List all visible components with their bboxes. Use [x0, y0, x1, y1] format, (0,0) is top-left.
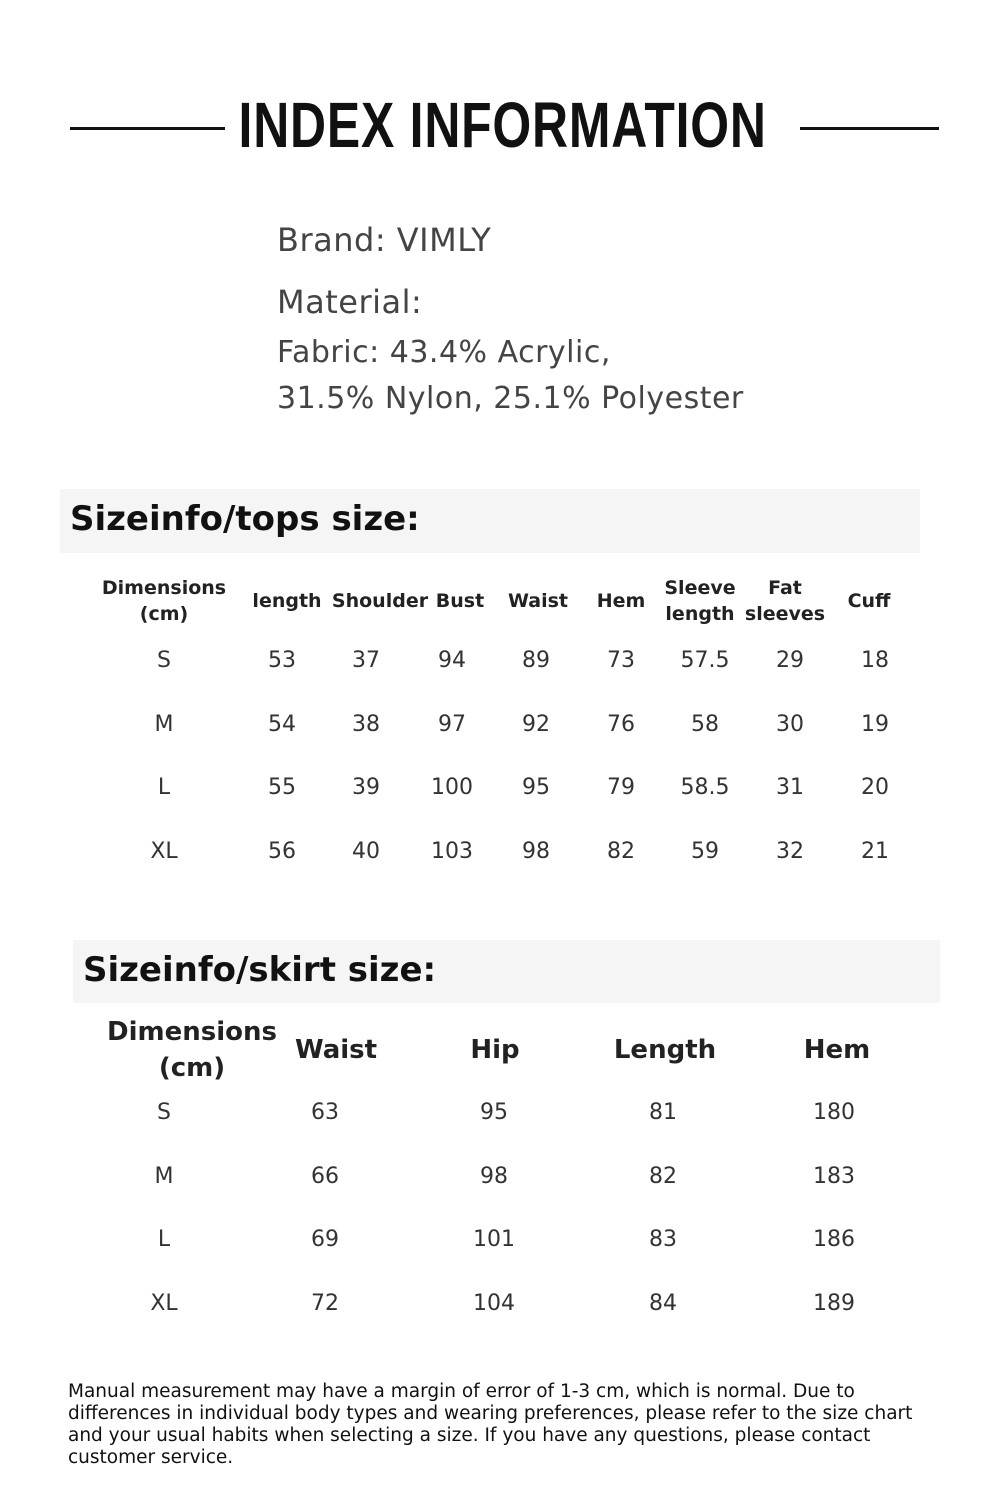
tops-column-header-line: length [665, 603, 735, 625]
skirt-column-header [295, 1032, 377, 1068]
skirt-table-cell: 69 [311, 1227, 339, 1252]
skirt-table-cell: 101 [473, 1227, 515, 1252]
tops-column-header [848, 588, 891, 614]
skirt-table-cell: 186 [813, 1227, 855, 1252]
skirt-column-header-line: Waist [294, 1035, 378, 1065]
skirt-size-heading: Sizeinfo/skirt size: [83, 950, 437, 990]
tops-table-cell: 95 [522, 775, 550, 800]
tops-table-cell: 20 [861, 775, 889, 800]
tops-column-header-line: Fat [768, 577, 802, 599]
skirt-table-cell: 95 [480, 1100, 508, 1125]
tops-table-cell: 38 [352, 711, 380, 737]
tops-table-cell: 29 [776, 648, 804, 673]
skirt-size-label: S [157, 1100, 171, 1125]
tops-column-header-line: Cuff [847, 590, 891, 612]
skirt-column-header-line: Length [613, 1035, 717, 1065]
tops-table-cell: 18 [861, 648, 889, 673]
tops-table-cell: 21 [861, 838, 889, 864]
tops-column-header-line: Hem [596, 590, 646, 612]
brand-text: Brand: VIMLY [277, 221, 492, 259]
tops-column-header-line: Dimensions [101, 577, 227, 599]
tops-size-label: M [154, 711, 174, 737]
skirt-table-cell: 98 [480, 1163, 508, 1189]
skirt-table-cell: 72 [311, 1290, 339, 1316]
tops-column-header [436, 588, 484, 614]
tops-table-cell: 82 [607, 838, 635, 864]
skirt-size-label: M [154, 1163, 174, 1189]
measurement-note: Manual measurement may have a margin of error of 1-3 cm, which is normal. Due to differences in individual body types and wearing preferences, please refer to the size chart and your usual habits when selecting a size. If you have any questions, please contact customer service. [68, 1381, 913, 1468]
skirt-column-header [470, 1032, 519, 1068]
tops-table-cell: 55 [268, 775, 296, 800]
tops-table-cell: 54 [268, 711, 296, 737]
tops-column-header [332, 588, 428, 614]
skirt-table-cell: 63 [311, 1100, 339, 1125]
tops-table-cell: 32 [776, 838, 804, 864]
tops-table-cell: 19 [861, 711, 889, 737]
tops-column-header [102, 575, 226, 627]
skirt-size-heading-bar [73, 940, 940, 1003]
skirt-table-cell: 189 [813, 1290, 855, 1316]
tops-table-cell: 89 [522, 648, 550, 673]
fabric-line-1: Fabric: 43.4% Acrylic, [277, 335, 611, 370]
skirt-column-header-line: Dimensions [107, 1017, 277, 1047]
skirt-table-cell: 81 [649, 1100, 677, 1125]
tops-table-cell: 76 [607, 711, 635, 737]
skirt-column-header [614, 1032, 716, 1068]
tops-table-cell: 40 [352, 838, 380, 864]
tops-column-header [597, 588, 646, 614]
tops-size-label: XL [150, 838, 178, 864]
tops-table-cell: 103 [431, 838, 473, 864]
tops-column-header-line: (cm) [139, 603, 189, 625]
tops-size-label: L [157, 775, 171, 800]
skirt-column-header-line: (cm) [158, 1053, 226, 1083]
tops-column-header [252, 588, 321, 614]
tops-table-cell: 58 [691, 711, 719, 737]
tops-column-header-line: sleeves [744, 603, 826, 625]
tops-column-header [745, 575, 825, 627]
tops-column-header-line: length [252, 590, 322, 612]
skirt-column-header-line: Hip [470, 1035, 520, 1065]
tops-table-cell: 37 [352, 648, 380, 673]
tops-column-header [508, 588, 568, 614]
tops-table-cell: 53 [268, 648, 296, 673]
tops-table-cell: 94 [438, 648, 466, 673]
tops-table-cell: 58.5 [680, 775, 730, 800]
tops-table-cell: 79 [607, 775, 635, 800]
skirt-column-header-line: Hem [803, 1035, 871, 1065]
tops-table-cell: 57.5 [680, 648, 730, 673]
skirt-table-cell: 82 [649, 1163, 677, 1189]
skirt-table-cell: 83 [649, 1227, 677, 1252]
tops-table-cell: 100 [431, 775, 473, 800]
tops-table-cell: 73 [607, 648, 635, 673]
tops-table-cell: 31 [776, 775, 804, 800]
tops-table-cell: 59 [691, 838, 719, 864]
tops-column-header-line: Waist [507, 590, 569, 612]
tops-column-header-line: Bust [435, 590, 485, 612]
skirt-table-cell: 104 [473, 1290, 515, 1316]
tops-size-heading: Sizeinfo/tops size: [70, 499, 420, 539]
tops-size-label: S [157, 648, 171, 673]
tops-table-cell: 98 [522, 838, 550, 864]
skirt-column-header [107, 1014, 277, 1086]
material-label: Material: [277, 283, 423, 321]
tops-size-heading-bar [60, 489, 920, 553]
tops-table-cell: 56 [268, 838, 296, 864]
skirt-column-header [804, 1032, 871, 1068]
tops-column-header-line: Sleeve [664, 577, 736, 599]
skirt-size-label: XL [150, 1290, 178, 1316]
tops-table-cell: 30 [776, 711, 804, 737]
tops-column-header-line: Shoulder [331, 590, 429, 612]
tops-table-cell: 97 [438, 711, 466, 737]
page-title: INDEX INFORMATION [238, 89, 767, 161]
skirt-table-cell: 183 [813, 1163, 855, 1189]
skirt-table-cell: 84 [649, 1290, 677, 1316]
fabric-line-2: 31.5% Nylon, 25.1% Polyester [277, 381, 744, 416]
tops-table-cell: 92 [522, 711, 550, 737]
tops-table-cell: 39 [352, 775, 380, 800]
skirt-size-label: L [157, 1227, 171, 1252]
tops-column-header [664, 575, 735, 627]
product-info [277, 220, 744, 422]
skirt-table-cell: 180 [813, 1100, 855, 1125]
skirt-table-cell: 66 [311, 1163, 339, 1189]
title-divider-right [800, 127, 939, 130]
